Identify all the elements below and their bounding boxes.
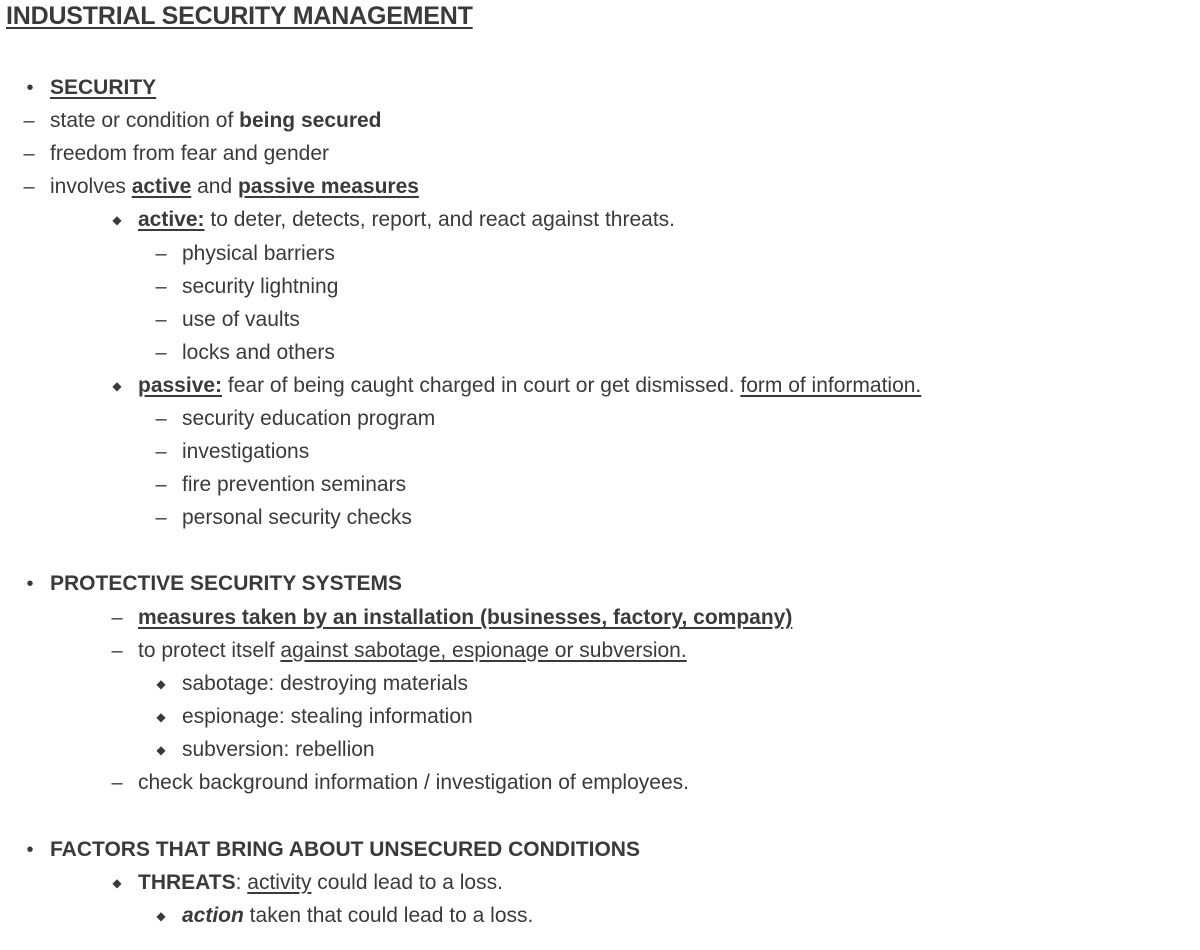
item-text: check background information / investigation of employees. xyxy=(138,771,689,794)
protective-heading: PROTECTIVE SECURITY SYSTEMS xyxy=(50,572,403,595)
item-bold-text: being secured xyxy=(239,109,382,132)
dash-icon: – xyxy=(155,276,167,298)
dash-icon: – xyxy=(23,110,35,132)
item-text: personal security checks xyxy=(182,506,412,529)
active-label: active: xyxy=(138,208,205,231)
action-label: action xyxy=(182,904,244,927)
item-text: security lightning xyxy=(182,275,339,298)
passive-underlined-text: form of information. xyxy=(740,374,922,397)
dash-icon: – xyxy=(155,342,167,364)
bullet-icon: • xyxy=(26,573,34,595)
dash-icon: – xyxy=(155,243,167,265)
passive-label: passive: xyxy=(138,374,223,397)
threats-colon: : xyxy=(235,871,248,894)
item-text: fire prevention seminars xyxy=(182,473,407,496)
dash-icon: – xyxy=(155,474,167,496)
item-text: state or condition of xyxy=(50,109,240,132)
diamond-bullet-icon: ◆ xyxy=(112,379,122,393)
dash-icon: – xyxy=(155,309,167,331)
dash-icon: – xyxy=(155,441,167,463)
item-text: sabotage: destroying materials xyxy=(182,672,468,695)
item-underlined-text: against sabotage, espionage or subversion. xyxy=(280,639,687,662)
active-text: to deter, detects, report, and react against threats. xyxy=(204,208,675,231)
item-text: measures taken by an installation (businesses, factory, company) xyxy=(138,606,793,629)
dash-icon: – xyxy=(155,408,167,430)
diamond-bullet-icon: ◆ xyxy=(156,677,166,691)
threats-text: could lead to a loss. xyxy=(311,871,503,894)
dash-icon: – xyxy=(111,607,123,629)
item-text: subversion: rebellion xyxy=(182,738,375,761)
action-text: taken that could lead to a loss. xyxy=(243,904,534,927)
passive-term: passive measures xyxy=(237,175,419,198)
item-text: physical barriers xyxy=(182,242,335,265)
dash-icon: – xyxy=(23,143,35,165)
item-text: investigations xyxy=(182,440,310,463)
security-heading: SECURITY xyxy=(50,76,157,99)
diamond-bullet-icon: ◆ xyxy=(156,909,166,923)
factors-heading: FACTORS THAT BRING ABOUT UNSECURED CONDITIONS xyxy=(50,838,640,861)
active-term: active xyxy=(131,175,192,198)
item-text: use of vaults xyxy=(182,308,300,331)
diamond-bullet-icon: ◆ xyxy=(156,710,166,724)
item-text: security education program xyxy=(182,407,436,430)
bullet-icon: • xyxy=(26,839,34,861)
item-text: and xyxy=(191,175,238,198)
item-text: freedom from fear and gender xyxy=(50,142,329,165)
threats-underlined-text: activity xyxy=(247,871,312,894)
bullet-icon: • xyxy=(26,77,34,99)
dash-icon: – xyxy=(23,176,35,198)
passive-text: fear of being caught charged in court or get dismissed. xyxy=(222,374,741,397)
diamond-bullet-icon: ◆ xyxy=(156,743,166,757)
item-text: to protect itself xyxy=(138,639,281,662)
document-title: INDUSTRIAL SECURITY MANAGEMENT xyxy=(6,2,473,30)
dash-icon: – xyxy=(111,772,123,794)
item-text: espionage: stealing information xyxy=(182,705,473,728)
dash-icon: – xyxy=(155,507,167,529)
diamond-bullet-icon: ◆ xyxy=(112,876,122,890)
threats-label: THREATS xyxy=(138,871,236,894)
item-text: involves xyxy=(50,175,132,198)
item-text: locks and others xyxy=(182,341,335,364)
dash-icon: – xyxy=(111,640,123,662)
diamond-bullet-icon: ◆ xyxy=(112,213,122,227)
